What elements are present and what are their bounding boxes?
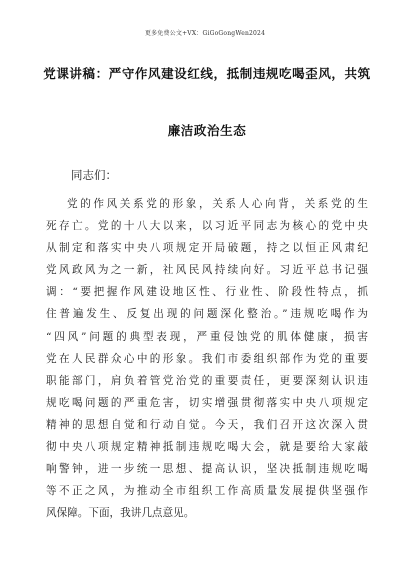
body-line: 彻中央八项规定精神抵制违规吃喝大会，就是要给大家敲 bbox=[46, 441, 368, 454]
body-line: 规吃喝问题的严重危害，切实增强贯彻落实中央八项规定 bbox=[46, 396, 368, 409]
body-line: 住普遍发生、反复出现的问题深化整治。”违规吃喝作为 bbox=[46, 308, 368, 321]
body-line: 党的作风关系党的形象，关系人心向背，关系党的生 bbox=[67, 198, 368, 210]
body-line: 从制定和落实中央八项规定开局破题，持之以恒正风肃纪 bbox=[46, 242, 368, 255]
body-line: 职能部门，肩负着管党治党的重要责任，更要深刻认识违 bbox=[46, 374, 368, 387]
body-line: 调：“要把握作风建设地区性、行业性、阶段性特点，抓 bbox=[46, 286, 368, 299]
header-note: 更多免费公文+VX：GiGoGongWen2024 bbox=[144, 30, 266, 37]
body-line: 风保障。下面，我讲几点意见。 bbox=[46, 507, 195, 520]
salutation: 同志们： bbox=[71, 168, 117, 182]
body-line: 死存亡。党的十八大以来，以习近平同志为核心的党中央 bbox=[46, 220, 368, 233]
body-line: 精神的思想自觉和行动自觉。今天，我们召开这次深入贯 bbox=[46, 418, 368, 431]
body-line: 党风政风为之一新，社风民风持续向好。习近平总书记强 bbox=[46, 264, 368, 277]
document-title-line-1: 党课讲稿：严守作风建设红线，抵制违规吃喝歪风，共筑 bbox=[43, 66, 371, 81]
body-line: 党在人民群众心中的形象。我们市委组织部作为党的重要 bbox=[46, 352, 368, 365]
body-line: 等不正之风，为推动全市组织工作高质量发展提供坚强作 bbox=[46, 485, 368, 498]
body-paragraph bbox=[46, 193, 368, 524]
document-title-line-2: 廉洁政治生态 bbox=[167, 123, 247, 138]
body-line: “四风”问题的典型表现，严重侵蚀党的肌体健康，损害 bbox=[46, 330, 368, 343]
body-line: 响警钟，进一步统一思想、提高认识，坚决抵制违规吃喝 bbox=[46, 463, 368, 476]
